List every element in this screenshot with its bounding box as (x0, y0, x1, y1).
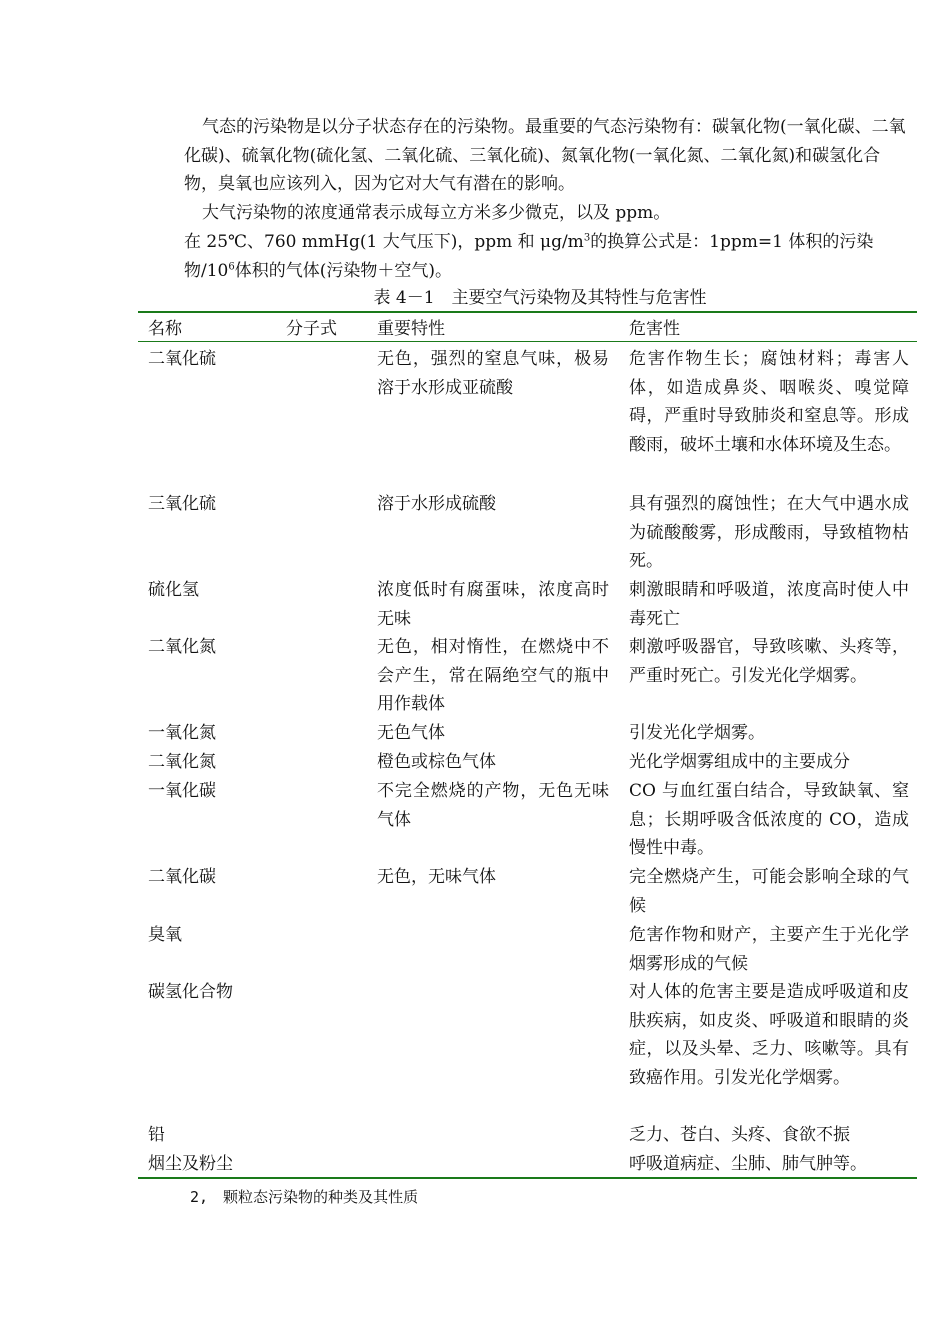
cell-property: 溶于水形成硫酸 (377, 494, 496, 514)
table-row (138, 978, 917, 1121)
cell-name: 一氧化氮 (148, 723, 216, 743)
cell-harm: 对人体的危害主要是造成呼吸道和皮肤疾病，如皮炎、呼吸道和眼睛的炎症，以及头晕、乏力、咳嗽等。具有致癌作用。引发光化学烟雾。 (629, 982, 909, 1089)
cell-property: 无色，无味气体 (377, 867, 496, 887)
header-name: 名称 (148, 319, 182, 339)
table-row (138, 576, 917, 633)
cell-property: 无色，相对惰性，在燃烧中不会产生，常在隔绝空气的瓶中用作载体 (377, 637, 609, 715)
header-property: 重要特性 (377, 319, 445, 339)
cell-harm: 光化学烟雾组成中的主要成分 (629, 752, 850, 772)
table-row (138, 777, 917, 863)
cell-property: 橙色或棕色气体 (377, 752, 496, 772)
cell-name: 铅 (148, 1125, 165, 1145)
cell-harm: 乏力、苍白、头疼、食欲不振 (629, 1125, 850, 1145)
cell-name: 二氧化碳 (148, 867, 216, 887)
table-row (138, 748, 917, 777)
cell-harm: 具有强烈的腐蚀性；在大气中遇水成为硫酸酸雾，形成酸雨，导致植物枯死。 (629, 494, 909, 572)
intro-paragraph-concentration: 大气污染物的浓度通常表示成每立方米多少微克，以及 ppm。 (202, 203, 671, 223)
table-row (138, 1150, 917, 1179)
table-top-rule (138, 311, 917, 313)
cell-property: 浓度低时有腐蛋味，浓度高时无味 (377, 580, 609, 629)
cell-name: 硫化氢 (148, 580, 199, 600)
table-row (138, 633, 917, 719)
cell-harm: CO 与血红蛋白结合，导致缺氧、窒息；长期呼吸含低浓度的 CO，造成慢性中毒。 (629, 781, 909, 859)
table-body (138, 345, 917, 1179)
intro-paragraph-gaseous: 气态的污染物是以分子状态存在的污染物。最重要的气态污染物有：碳氧化物(一氧化碳、二氧化碳)、硫氧化物(硫化氢、二氧化硫、三氧化硫)、氮氧化物(一氧化氮、二氧化氮)和碳氢化合物，臭氧也应该列入，因为它对大气有潜在的影响。 (184, 117, 906, 194)
table-row (138, 345, 917, 490)
cell-harm: 刺激眼睛和呼吸道，浓度高时使人中毒死亡 (629, 580, 909, 629)
table-row (138, 921, 917, 978)
cell-harm: 刺激呼吸器官，导致咳嗽、头疼等，严重时死亡。引发光化学烟雾。 (629, 637, 909, 686)
cell-harm: 完全燃烧产生，可能会影响全球的气候 (629, 867, 909, 916)
cell-property: 不完全燃烧的产物，无色无味气体 (377, 781, 609, 830)
section-heading-particulate: 2, 颗粒态污染物的种类及其性质 (190, 1188, 419, 1206)
table-caption: 表 4－1 主要空气污染物及其特性与危害性 (373, 288, 707, 308)
cell-name: 三氧化硫 (148, 494, 216, 514)
header-harm: 危害性 (629, 319, 680, 339)
cell-harm: 危害作物和财产，主要产生于光化学烟雾形成的气候 (629, 925, 909, 974)
cell-name: 臭氧 (148, 925, 182, 945)
header-formula: 分子式 (286, 319, 337, 339)
cell-name: 碳氢化合物 (148, 982, 233, 1002)
table-row (138, 1121, 917, 1150)
table-header-rule (138, 341, 917, 342)
cell-property: 无色，强烈的窒息气味，极易溶于水形成亚硫酸 (377, 349, 609, 398)
intro-paragraph-conversion: 在 25℃、760 mmHg(1 大气压下)，ppm 和 $\mu g/m^3$的换算公式是：1ppm=1 体积的污染物$/10^6$体积的气体(污染物＋空气)。 (184, 232, 874, 281)
cell-name: 一氧化碳 (148, 781, 216, 801)
table-row (138, 490, 917, 576)
cell-harm: 危害作物生长；腐蚀材料；毒害人体，如造成鼻炎、咽喉炎、嗅觉障碍，严重时导致肺炎和窒息等。形成酸雨，破坏土壤和水体环境及生态。 (629, 349, 909, 456)
cell-harm: 引发光化学烟雾。 (629, 723, 765, 743)
cell-name: 二氧化氮 (148, 752, 216, 772)
table-bottom-rule (138, 1177, 917, 1179)
cell-harm: 呼吸道病症、尘肺、肺气肿等。 (629, 1154, 867, 1174)
cell-property: 无色气体 (377, 723, 445, 743)
table-row (138, 863, 917, 921)
cell-name: 二氧化硫 (148, 349, 216, 369)
cell-name: 二氧化氮 (148, 637, 216, 657)
table-row (138, 719, 917, 748)
cell-name: 烟尘及粉尘 (148, 1154, 233, 1174)
